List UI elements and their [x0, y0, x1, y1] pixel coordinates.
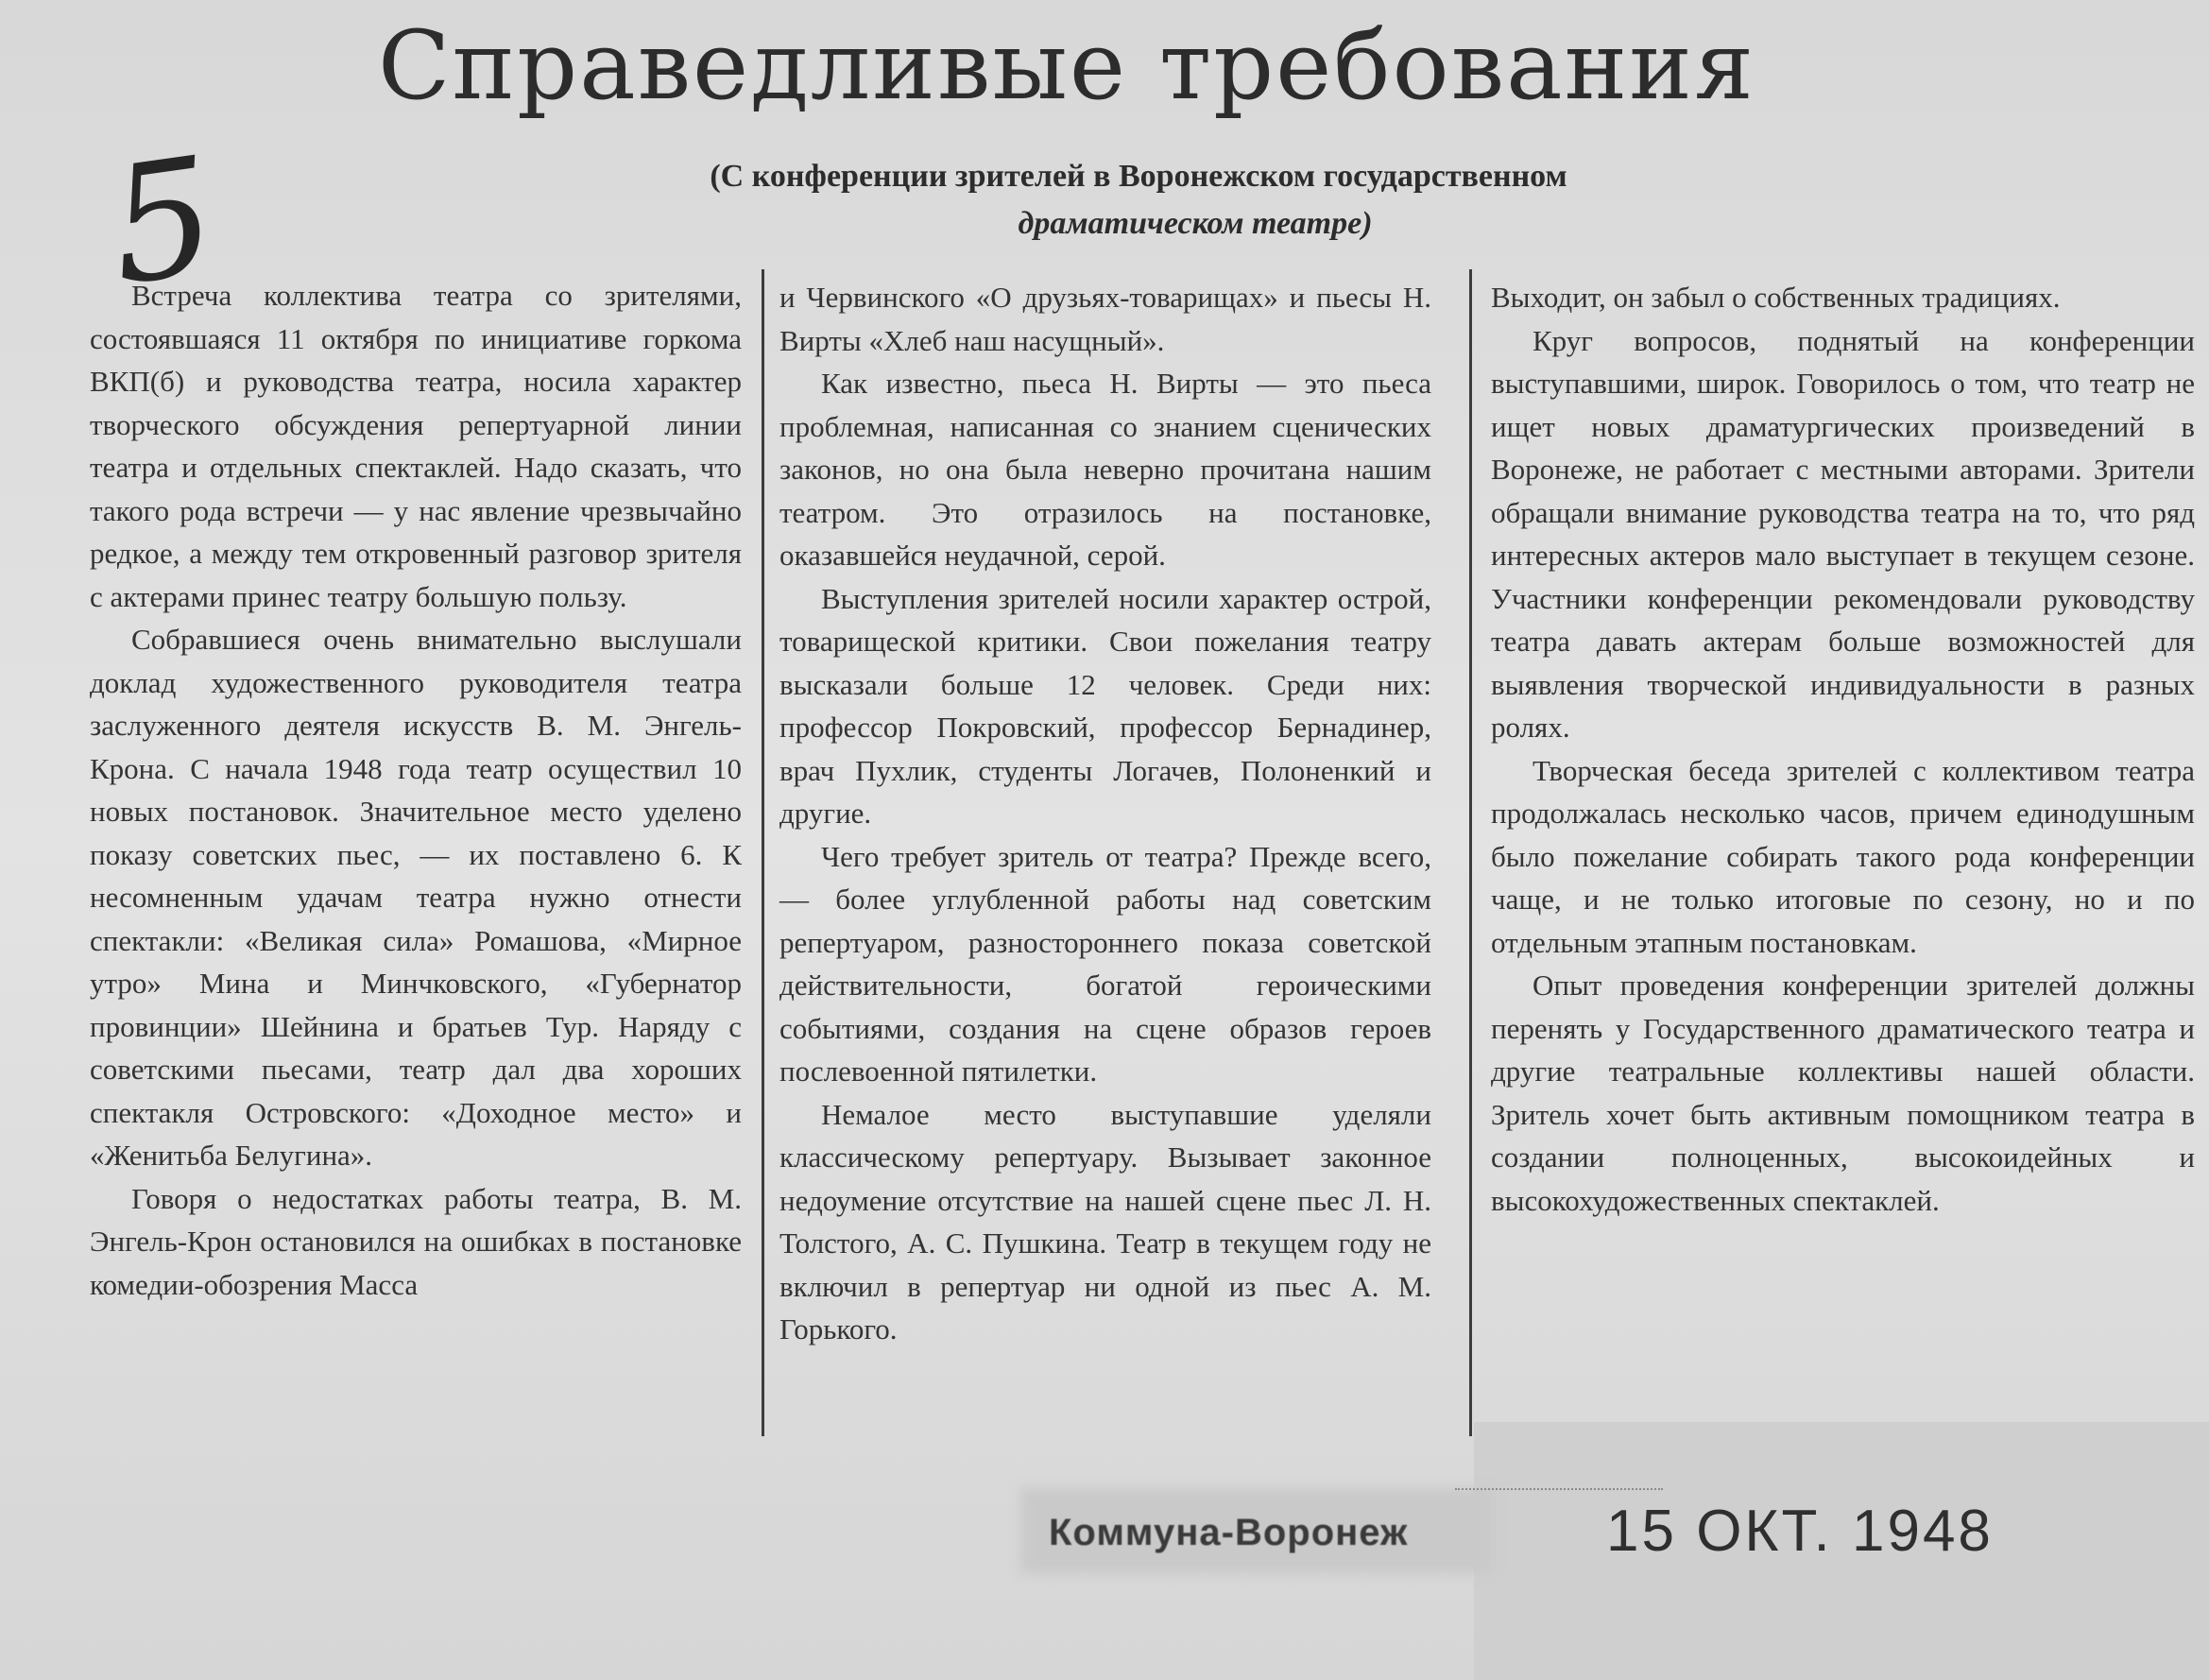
subheadline-line-1: (С конференции зрителей в Воронежском государственном [710, 159, 1567, 194]
paragraph: Говоря о недостатках работы театра, В. М. Энгель-Крон остановился на ошибках в постановке комедии-обозрения Масса [90, 1181, 742, 1301]
column-divider-2 [1469, 269, 1472, 1436]
paragraph: и Червинского «О друзьях-товарищах» и пьесы Н. Вирты «Хлеб наш насущный». [779, 281, 1431, 357]
newspaper-name-stamp: Коммуна-Воронеж [1049, 1512, 1409, 1553]
paragraph: Опыт проведения конференции зрителей должны перенять у Государственного драматического театра и другие театральные коллективы нашей области. Зритель хочет быть активным помощником театра в создании полноценных, высокоидейных и высокохудожественных спектаклей. [1491, 969, 2195, 1217]
column-divider-1 [762, 269, 764, 1436]
paragraph: Собравшиеся очень внимательно выслушали доклад художественного руководителя театра заслуженного деятеля искусств В. М. Энгель-Крона. С начала 1948 года театр осуществил 10 новых постановок. Значительное место уделено показу советских пьес, — их поставлено 6. К несомненным удачам театра нужно отнести спектакли: «Великая сила» Ромашова, «Мирное утро» Мина и Минчковского, «Губернатор провинции» Шейнина и братьев Тур. Наряду с советскими пьесами, театр дал два хороших спектакля Островского: «Доходное место» и «Женитьба Белугина». [90, 623, 742, 1172]
article-headline [0, 9, 2209, 123]
paragraph: Немалое место выступавшие уделяли классическому репертуару. Вызывает законное недоумение отсутствие на нашей сцене пьес Л. Н. Толстого, А. С. Пушкина. Театр в текущем году не включил в репертуар ни одной из пьес А. М. Горького. [779, 1097, 1431, 1346]
paragraph: Творческая беседа зрителей с коллективом театра продолжалась несколько часов, причем единодушным было пожелание собирать такого рода конференции чаще, и не только итоговые по сезону, но и по отдельным этапным постановкам. [1491, 753, 2195, 959]
article-subheadline [510, 153, 1767, 248]
paragraph: Выходит, он забыл о собственных традициях. [1491, 281, 2061, 314]
paragraph: Как известно, пьеса Н. Вирты — это пьеса проблемная, написанная со знанием сценических законов, но она была неверно прочитана нашим театром. Это отразилось на постановке, оказавшейся неудачной, серой. [779, 367, 1431, 572]
subheadline-line-2: драматическом театре) [1018, 206, 1373, 241]
paragraph: Встреча коллектива театра со зрителями, состоявшаяся 11 октября по инициативе горкома ВКП(б) и руководства театра, носила характер творческого обсуждения репертуарной линии театра и отдельных спектаклей. Надо сказать, что такого рода встречи — у нас явление чрезвычайно редкое, а между тем откровенный разговор зрителя с актерами принес театру большую пользу. [90, 279, 742, 613]
article-column-1 [90, 274, 742, 1306]
handwritten-page-number: 5 [98, 122, 227, 322]
paragraph: Круг вопросов, поднятый на конференции выступавшими, широк. Говорилось о том, что театр не ищет новых драматургических произведений в Воронеже, не работает с местными авторами. Зрители обращали внимание руководства театра на то, что ряд интересных актеров мало выступает в текущем сезоне. Участники конференции рекомендовали руководству театра давать актерам больше возможностей для выявления творческой индивидуальности в разных ролях. [1491, 323, 2195, 744]
date-stamp: 15 ОКТ. 1948 [1606, 1499, 1994, 1564]
article-column-3 [1491, 276, 2195, 1222]
paragraph: Чего требует зритель от театра? Прежде всего, — более углубленной работы над советским репертуаром, разностороннего показа советской действительности, богатой героическими событиями, создания на сцене образов героев послевоенной пятилетки. [779, 839, 1431, 1088]
paragraph: Выступления зрителей носили характер острой, товарищеской критики. Свои пожелания театру высказали больше 12 человек. Среди них: профессор Покровский, профессор Бернадинер, врач Пухлик, студенты Логачев, Полоненкий и другие. [779, 581, 1431, 830]
headline-text: Справедливые требования [377, 10, 1756, 121]
article-column-2 [779, 276, 1431, 1351]
